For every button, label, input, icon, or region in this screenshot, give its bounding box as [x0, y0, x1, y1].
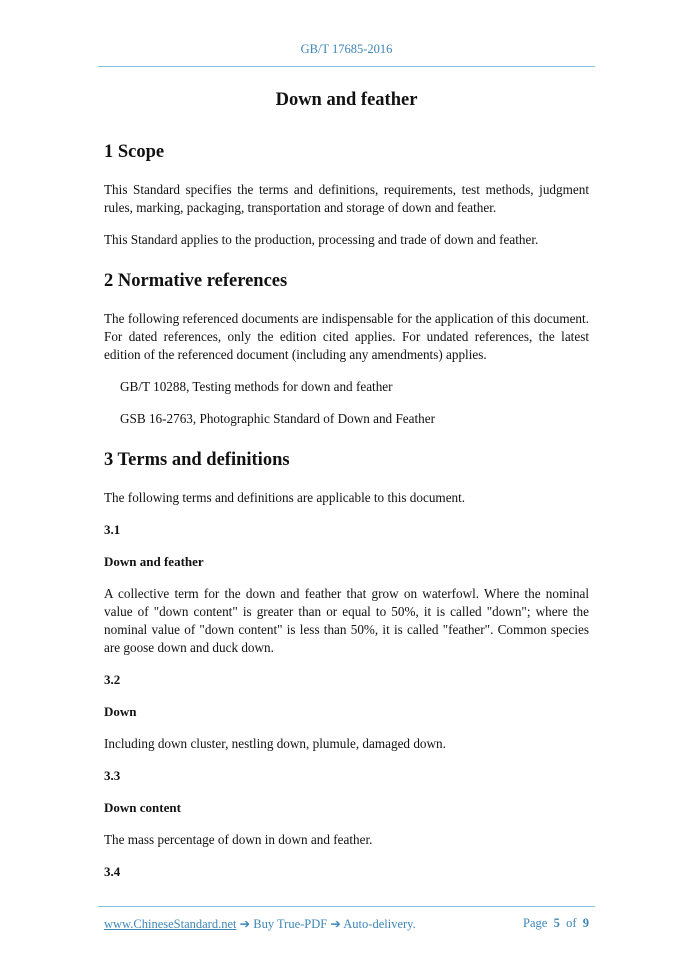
document-title: Down and feather — [275, 90, 418, 110]
page-of-label: of — [566, 916, 577, 930]
auto-delivery-text: Auto-delivery. — [343, 917, 416, 931]
section-heading-scope: 1 Scope — [104, 142, 165, 162]
scope-paragraph-2: This Standard applies to the production, processing and trade of down and feather. — [104, 232, 539, 247]
footer-promo — [104, 916, 416, 932]
section-heading-terms: 3 Terms and definitions — [104, 450, 290, 470]
term-number: 3.2 — [104, 672, 121, 687]
arrow-right-icon: ➔ — [239, 917, 251, 931]
arrow-right-icon: ➔ — [330, 917, 341, 931]
term-name: Down — [104, 704, 137, 719]
term-definition: The mass percentage of down in down and feather. — [104, 832, 373, 847]
terms-intro: The following terms and definitions are applicable to this document. — [104, 490, 466, 505]
page-label: Page — [523, 916, 548, 930]
section-heading-normative-references: 2 Normative references — [104, 271, 288, 291]
reference-item: GB/T 10288, Testing methods for down and feather — [120, 379, 393, 394]
term-definition: A collective term for the down and feather that grow on waterfowl. Where the nominal value of "down content" is greater than or equal to 50%, it is called "down"; where the nominal value of "down content" is less than 50%, it is called "feather". Common species are goose down and duck down. — [104, 586, 589, 655]
site-link[interactable]: www.ChineseStandard.net — [104, 917, 237, 931]
page-current: 5 — [553, 916, 560, 930]
term-name: Down and feather — [104, 554, 204, 569]
term-name: Down content — [104, 800, 181, 815]
term-definition: Including down cluster, nestling down, plumule, damaged down. — [104, 736, 446, 751]
page-number — [523, 916, 589, 931]
buy-true-pdf-text: Buy True-PDF — [253, 917, 328, 931]
footer-divider — [98, 906, 595, 907]
term-number: 3.4 — [104, 864, 121, 879]
scope-paragraph-1: This Standard specifies the terms and definitions, requirements, test methods, judgment rules, marking, packaging, transportation and storage of down and feather. — [104, 182, 589, 215]
running-header: GB/T 17685-2016 — [300, 42, 393, 56]
term-number: 3.3 — [104, 768, 121, 783]
header-divider — [98, 66, 595, 67]
page-body — [104, 88, 589, 881]
page-total: 9 — [582, 916, 589, 930]
reference-item: GSB 16-2763, Photographic Standard of Down and Feather — [120, 411, 435, 426]
term-number: 3.1 — [104, 522, 121, 537]
normative-intro: The following referenced documents are indispensable for the application of this document. For dated references, only the edition cited applies. For undated references, the latest edition of the referenced document (including any amendments) applies. — [104, 311, 589, 362]
